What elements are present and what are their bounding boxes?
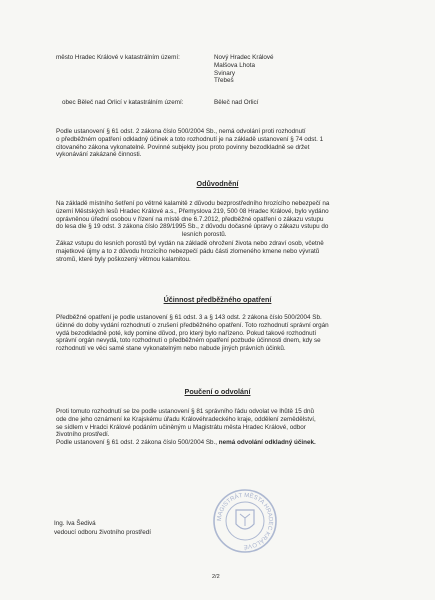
location-label-obec: obec Běleč nad Orlicí v katastrálním území: — [62, 99, 184, 106]
text-line: životního prostředí. — [56, 431, 110, 439]
text-line: správní orgán nevydá, toto rozhodnutí o předběžném opatření pozbude účinnosti dnem, kdy se — [56, 337, 321, 345]
page-number: 2/2 — [212, 574, 220, 580]
intro-paragraph — [56, 128, 388, 159]
text-line: o předběžném opatření odkladný účinek a toto rozhodnutí je na základě ustanovení § 74 odst. 1 — [56, 135, 324, 143]
text-line: rozhodnutí ve věci samé stane vykonatelným nebo nabude jiných právních účinků. — [56, 345, 286, 353]
location-areas-city — [214, 54, 274, 85]
text-line-final: Podle ustanovení § 61 odst. 2 zákona číslo 500/2004 Sb., nemá odvolání odkladný účinek. — [56, 439, 316, 447]
signature-role: vedoucí odboru životního prostředí — [54, 529, 151, 536]
official-stamp — [212, 488, 278, 554]
pouceni-paragraph — [56, 408, 388, 447]
area-item: Svinary — [214, 69, 235, 77]
area-item: Malšova Lhota — [214, 61, 255, 69]
text-line: vydá bezodkladně poté, kdy pomine důvod, pro který bylo nařízeno. Pokud takové rozhodnutí — [56, 329, 317, 337]
text-line: stromů, které byly poškozený větrnou kalamitou. — [56, 255, 191, 263]
area-item: Nový Hradec Králové — [214, 54, 274, 61]
area-item: Třebeš — [214, 77, 234, 85]
signature-name: Ing. Iva Šedivá — [54, 520, 96, 527]
oduvodneni-paragraph-2 — [56, 240, 388, 263]
heading-pouceni: Poučení o odvolání — [184, 387, 251, 396]
text-line: oprávněnou úřední osobou v řízení na místě dne 6.7.2012, předběžné opatření o zákazu vstupu — [56, 215, 324, 223]
text-line: Podle ustanovení § 61 odst. 2 zákona číslo 500/2004 Sb., nemá odvolání proti rozhodnutí — [56, 128, 306, 135]
text-line: citovaného zákona vykonatelné. Povinné subjekty jsou proto povinny bezodkladně se držet — [56, 143, 310, 151]
text-line: Na základě místního šetření po větrné kalamitě z důvodu bezprostředního hrozícího nebezpečí na — [56, 200, 330, 207]
svg-text:MAGISTRÁT MĚSTA HRADEC KRÁLOVÉ: MAGISTRÁT MĚSTA HRADEC KRÁLOVÉ — [216, 492, 274, 550]
heading-ucinnost: Účinnost předběžného opatření — [163, 295, 272, 304]
text-line: ode dne jeho oznámení ke Krajskému úřadu Královéhradeckého kraje, oddělení zemědělství, — [56, 415, 316, 423]
text-line: Předběžné opatření je podle ustanovení § 61 odst. 3 a § 143 odst. 2 zákona číslo 500/2004 Sb. — [56, 314, 322, 321]
location-area-obec: Běleč nad Orlicí — [214, 99, 259, 106]
text-line: účinné do doby vydání rozhodnutí o zrušení předběžného opatření. Toto rozhodnutí správní orgán — [56, 321, 329, 329]
text-line: území Městských lesů Hradec Králové a.s., Přemyslova 219, 500 08 Hradec Králové, bylo vydáno — [56, 207, 329, 215]
oduvodneni-paragraph-1 — [56, 200, 388, 239]
text-line: do lesa dle § 19 odst. 3 zákona číslo 289/1995 Sb., z důvodu dočasné úpravy o zákazu vstupu do — [56, 223, 329, 231]
text-line: se sídlem v Hradci Králové podáním učiněným u Magistrátu města Hradec Králové, odbor — [56, 423, 306, 431]
ucinnost-paragraph — [56, 314, 388, 353]
text-line: majetkové újmy a to z důvodu hrozícího nebezpečí pádu části zlomeného kmene nebo vývratů — [56, 247, 320, 255]
text-line: vykonávání zakázané činnosti. — [56, 151, 142, 159]
text-line: lesních porostů. — [182, 231, 227, 239]
text-line: Proti tomuto rozhodnutí se lze podle ustanovení § 81 správního řádu odvolat ve lhůtě 15 dnů — [56, 408, 314, 415]
heading-oduvodneni: Odůvodnění — [196, 179, 239, 188]
location-label-city: město Hradec Králové v katastrálním území: — [56, 54, 180, 61]
text-line: Zákaz vstupu do lesních porostů byl vydán na základě ohrožení života nebo zdraví osob, včetně — [56, 240, 324, 247]
